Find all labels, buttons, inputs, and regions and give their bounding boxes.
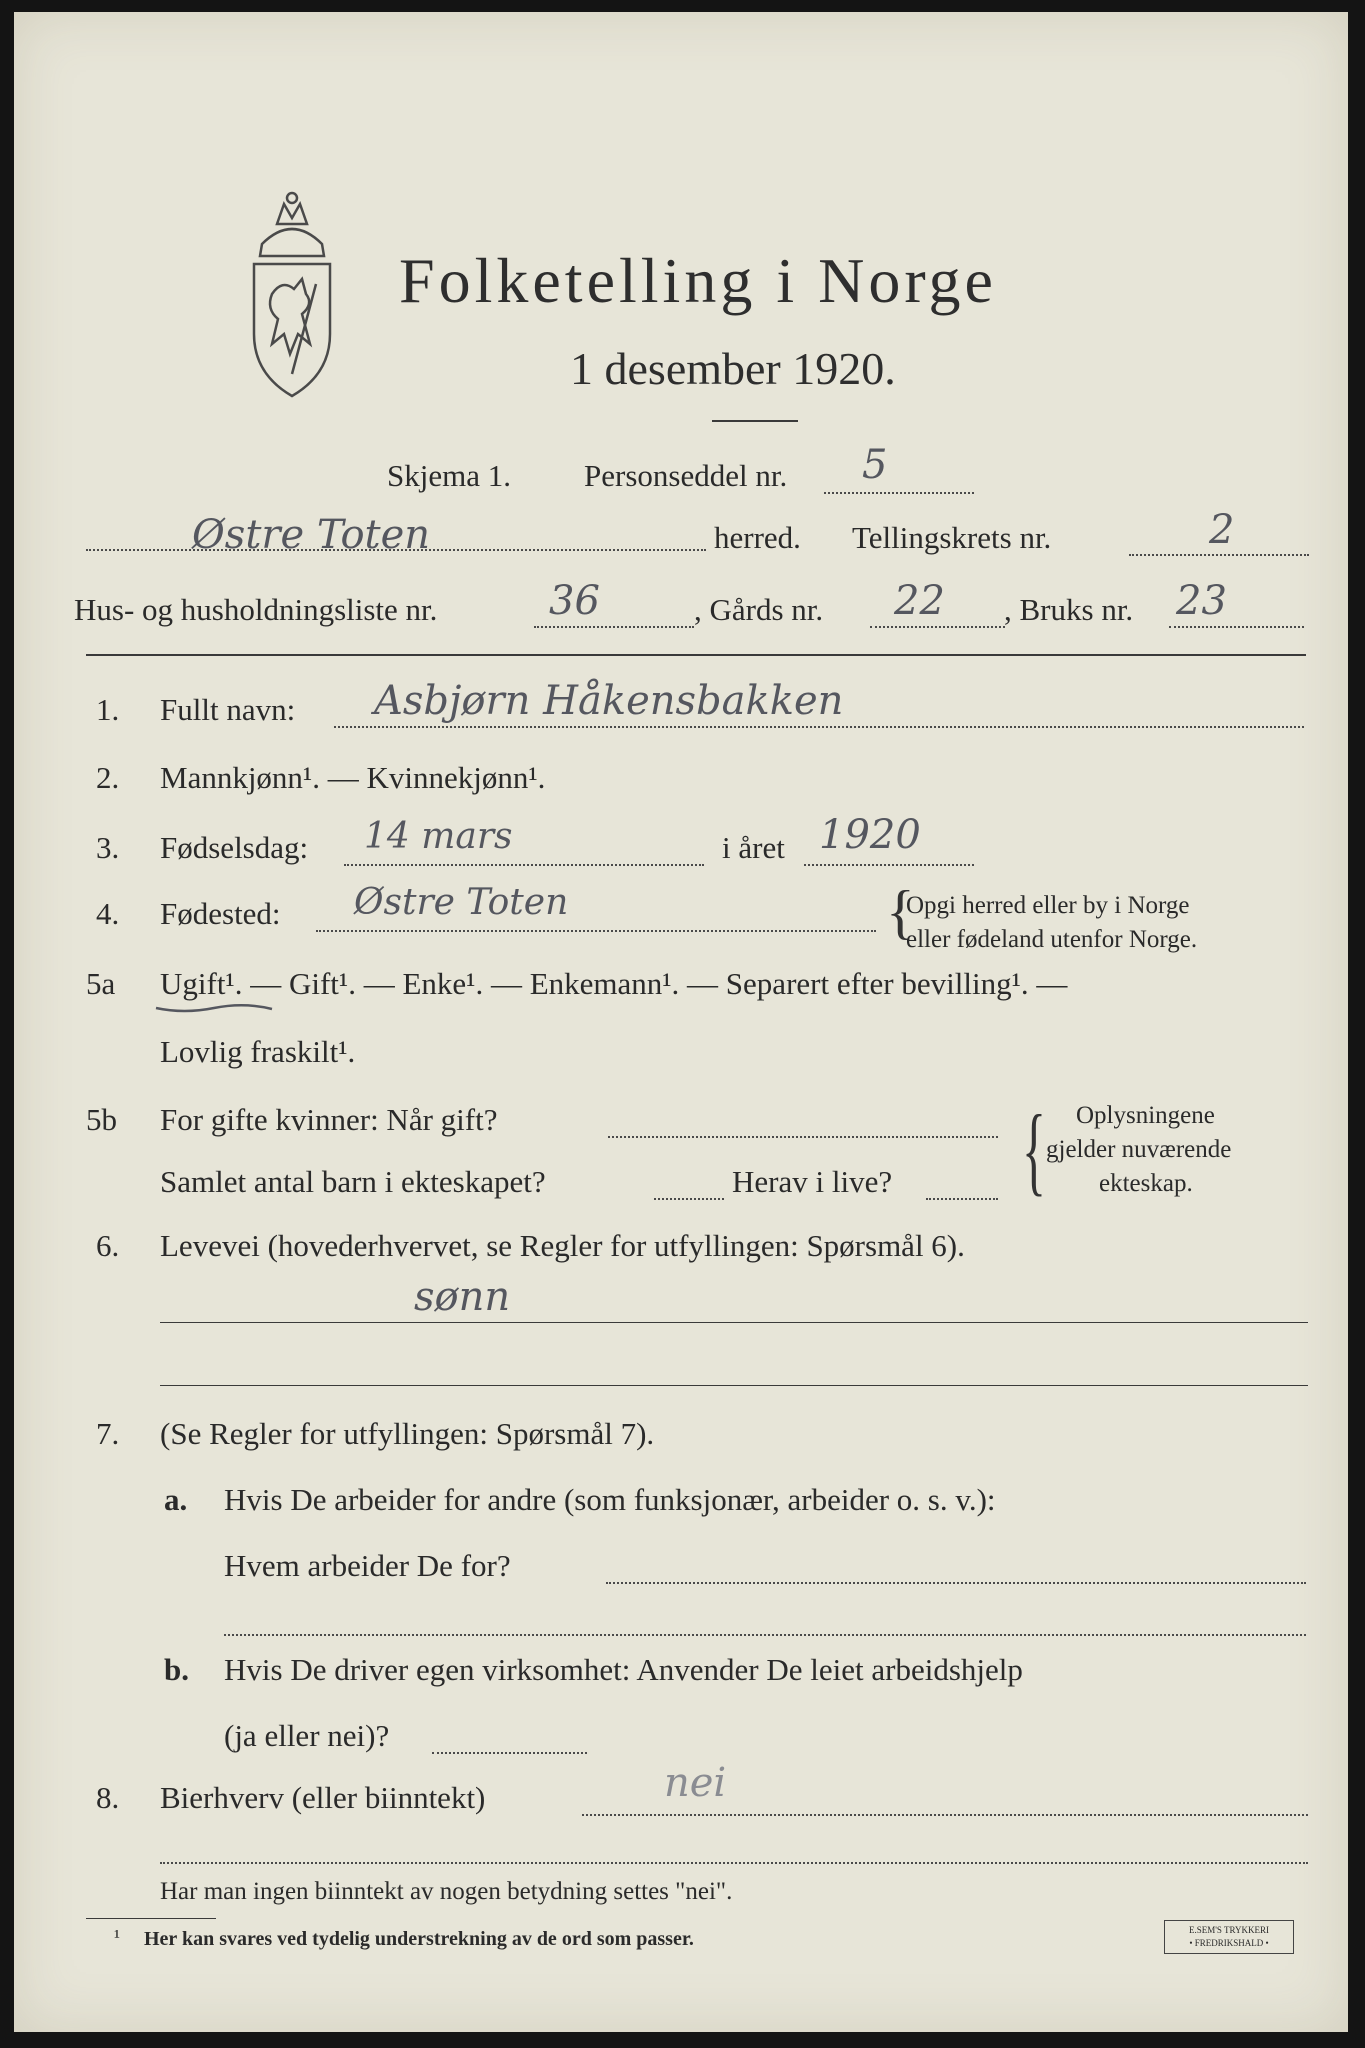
gards-label: , Gårds nr. (694, 592, 824, 627)
q1-value[interactable]: Asbjørn Håkensbakken (374, 678, 844, 724)
q3-year-label: i året (722, 830, 785, 865)
footnote-text: Her kan svares ved tydelig understrekning av de ord som passer. (144, 1928, 694, 1950)
q4-brace: { (886, 879, 915, 945)
q7b-letter: b. (164, 1652, 189, 1687)
q4-line (316, 930, 876, 932)
q6-line-2 (160, 1385, 1308, 1386)
bruks-value[interactable]: 23 (1176, 578, 1227, 624)
hus-line (534, 626, 694, 628)
q5a-line-1: Ugift¹. — Gift¹. — Enke¹. — Enkemann¹. — Separert efter bevilling¹. — (160, 966, 1068, 1001)
footnote-mark: ¹ (114, 1926, 120, 1948)
footnote-rule (86, 1918, 216, 1919)
nei-note: Har man ingen biinntekt av nogen betydning settes "nei". (160, 1878, 733, 1905)
q8-value[interactable]: nei (664, 1760, 727, 1806)
q5b-line-1: For gifte kvinner: Når gift? (160, 1102, 498, 1137)
q7-number: 7. (96, 1416, 120, 1451)
q3-year-line (804, 864, 974, 866)
q7b-line (432, 1752, 587, 1754)
q4-value[interactable]: Østre Toten (354, 882, 569, 923)
q6-line-1 (160, 1322, 1308, 1323)
q3-year-value[interactable]: 1920 (819, 812, 921, 858)
tellingskrets-label: Tellingskrets nr. (852, 520, 1052, 555)
q5b-note-2: gjelder nuværende (1046, 1136, 1232, 1163)
q8-line-extra (160, 1862, 1308, 1864)
q5b-note-3: ekteskap. (1099, 1170, 1193, 1197)
q3-line (344, 864, 704, 866)
q1-line (334, 726, 1304, 728)
q5b-line-2b: Herav i live? (732, 1164, 893, 1199)
bruks-label: , Bruks nr. (1004, 592, 1134, 627)
tellingskrets-value[interactable]: 2 (1209, 507, 1235, 553)
q8-label: Bierhverv (eller biinntekt) (160, 1780, 486, 1815)
coat-of-arms-icon (232, 184, 352, 404)
q6-number: 6. (96, 1228, 120, 1263)
q5b-note-1: Oplysningene (1076, 1102, 1215, 1129)
census-form-sheet (14, 12, 1348, 2032)
q5b-line-2a: Samlet antal barn i ekteskapet? (160, 1164, 546, 1199)
q2-label: Mannkjønn¹. — Kvinnekjønn¹. (160, 760, 546, 795)
q5a-number: 5a (86, 966, 116, 1001)
q5b-alive-line (926, 1198, 998, 1200)
q7b-line-1: Hvis De driver egen virksomhet: Anvender De leiet arbeidshjelp (224, 1652, 1023, 1687)
q4-note-1: Opgi herred eller by i Norge (906, 892, 1190, 919)
q8-line (582, 1814, 1308, 1816)
q6-value[interactable]: sønn (414, 1274, 511, 1320)
q4-note-2: eller fødeland utenfor Norge. (906, 926, 1198, 953)
herred-value[interactable]: Østre Toten (192, 512, 431, 558)
q1-label: Fullt navn: (160, 692, 296, 727)
q4-number: 4. (96, 896, 120, 931)
q7a-line (606, 1582, 1306, 1584)
q6-label: Levevei (hovederhvervet, se Regler for utfyllingen: Spørsmål 6). (160, 1228, 965, 1263)
personseddel-line (824, 492, 974, 494)
gards-line (870, 626, 1005, 628)
q1-number: 1. (96, 692, 120, 727)
personseddel-label: Personseddel nr. (584, 458, 788, 493)
header-divider (86, 654, 1306, 656)
q7a-line-extra (224, 1634, 1306, 1636)
q7-label: (Se Regler for utfyllingen: Spørsmål 7). (160, 1416, 655, 1451)
q3-number: 3. (96, 830, 120, 865)
title-divider (712, 420, 798, 422)
skjema-label: Skjema 1. (387, 458, 511, 493)
q5b-children-line (654, 1198, 724, 1200)
form-title: Folketelling i Norge (399, 245, 997, 316)
q3-value[interactable]: 14 mars (364, 816, 513, 857)
q7b-line-2: (ja eller nei)? (224, 1718, 390, 1753)
q5b-brace: { (1022, 1094, 1046, 1205)
gards-value[interactable]: 22 (894, 578, 945, 624)
hus-value[interactable]: 36 (549, 578, 600, 624)
printer-mark-line-2: • FREDRIKSHALD • (1189, 1938, 1269, 1948)
personseddel-value[interactable]: 5 (862, 442, 888, 488)
q8-number: 8. (96, 1780, 120, 1815)
census-date: 1 desember 1920. (570, 343, 896, 394)
q2-number: 2. (96, 760, 120, 795)
printer-mark-line-1: E.SEM'S TRYKKERI (1189, 1925, 1269, 1935)
bruks-line (1169, 626, 1304, 628)
q4-label: Fødested: (160, 896, 281, 931)
q5b-number: 5b (86, 1102, 117, 1137)
q3-label: Fødselsdag: (160, 830, 309, 865)
q7a-line-2: Hvem arbeider De for? (224, 1548, 511, 1583)
tellingskrets-line (1129, 554, 1309, 556)
hus-label: Hus- og husholdningsliste nr. (74, 592, 438, 627)
q5b-when-line (608, 1136, 998, 1138)
ugift-underline (154, 1002, 274, 1016)
q5a-line-2: Lovlig fraskilt¹. (160, 1034, 356, 1069)
q7a-letter: a. (164, 1482, 188, 1517)
q7a-line-1: Hvis De arbeider for andre (som funksjonær, arbeider o. s. v.): (224, 1482, 996, 1517)
herred-label: herred. (714, 520, 801, 555)
printer-mark (1164, 1920, 1294, 1954)
